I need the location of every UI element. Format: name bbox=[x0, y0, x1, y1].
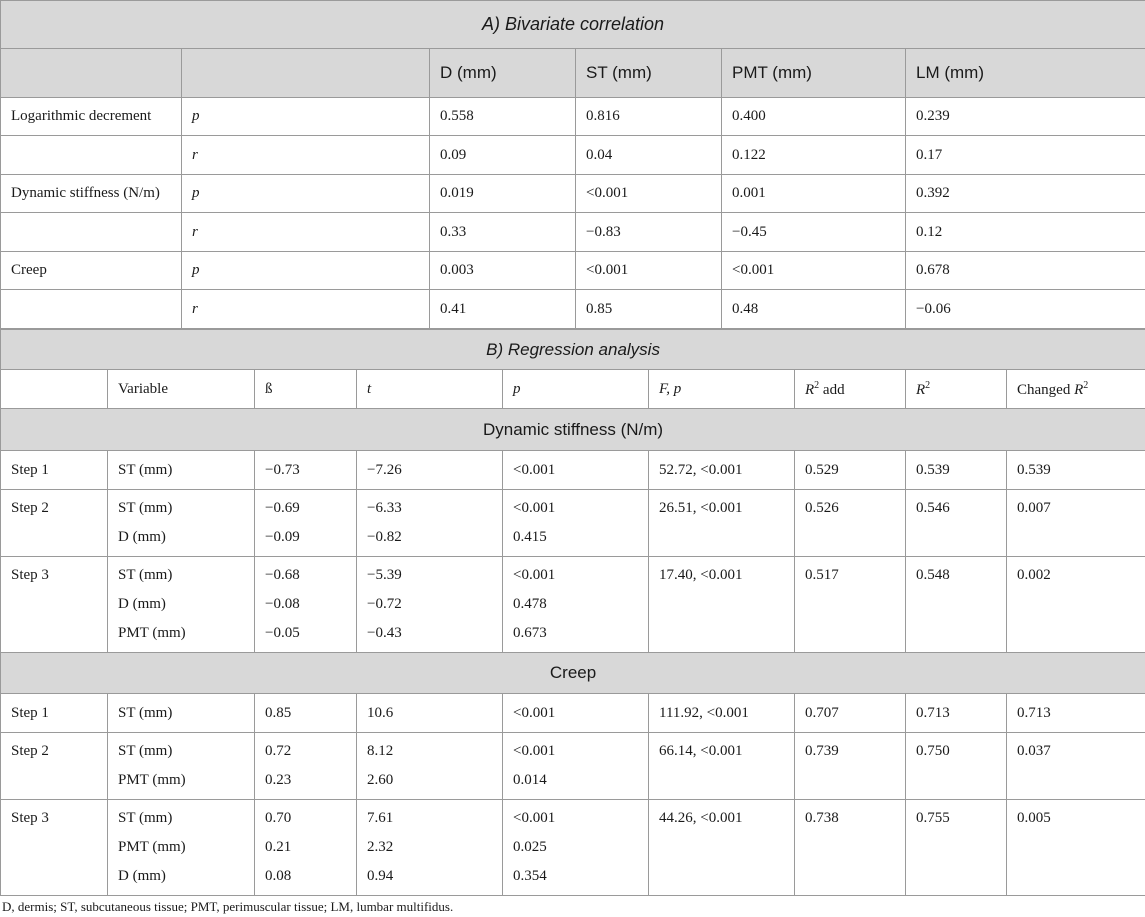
p-value: 0.354 bbox=[513, 868, 547, 884]
t-value: −0.43 bbox=[367, 625, 402, 641]
beta-value: −0.73 bbox=[265, 461, 300, 478]
correlation-value: 0.33 bbox=[430, 213, 576, 252]
regression-analysis-table bbox=[0, 329, 1145, 896]
correlation-value: −0.06 bbox=[906, 290, 1145, 329]
reg-header-t: t bbox=[357, 370, 503, 409]
step-label: Step 2 bbox=[1, 733, 108, 800]
reg-header-changed-r2: Changed $R^2$ bbox=[1007, 370, 1145, 409]
beta-value: 0.72 bbox=[265, 743, 292, 759]
variable-name: D (mm) bbox=[118, 596, 166, 612]
t-value: −7.26 bbox=[367, 461, 402, 478]
variable-name: D (mm) bbox=[118, 529, 166, 545]
p-value: 0.478 bbox=[513, 596, 547, 612]
row-stat: r bbox=[182, 213, 430, 252]
correlation-value: 0.400 bbox=[722, 98, 906, 136]
correlation-value: 0.019 bbox=[430, 175, 576, 213]
p-value: <0.001 bbox=[513, 500, 556, 516]
step-label: Step 1 bbox=[1, 694, 108, 733]
changed-r2-value: 0.005 bbox=[1007, 800, 1145, 896]
f-p-value: 44.26, <0.001 bbox=[649, 800, 795, 896]
variable-name: ST (mm) bbox=[118, 500, 173, 516]
regression-step-row bbox=[1, 451, 1145, 490]
regression-step-row bbox=[1, 733, 1145, 800]
f-p-value: 26.51, <0.001 bbox=[649, 490, 795, 557]
changed-r2-value: 0.007 bbox=[1007, 490, 1145, 557]
step-label: Step 1 bbox=[1, 451, 108, 490]
r2-value: 0.546 bbox=[906, 490, 1007, 557]
p-value: <0.001 bbox=[513, 810, 556, 826]
variable-name: PMT (mm) bbox=[118, 772, 186, 788]
correlation-value: 0.239 bbox=[906, 98, 1145, 136]
row-stat: p bbox=[182, 252, 430, 290]
correlation-value: 0.816 bbox=[576, 98, 722, 136]
p-value: 0.025 bbox=[513, 839, 547, 855]
p-value: <0.001 bbox=[513, 567, 556, 583]
t-value: 2.32 bbox=[367, 839, 394, 855]
r2-add-value: 0.707 bbox=[795, 694, 906, 733]
p-value: 0.014 bbox=[513, 772, 547, 788]
variable-name: ST (mm) bbox=[118, 810, 173, 826]
bivariate-correlation-table bbox=[0, 0, 1145, 329]
correlation-value: 0.558 bbox=[430, 98, 576, 136]
f-p-value: 52.72, <0.001 bbox=[649, 451, 795, 490]
beta-value: 0.85 bbox=[265, 704, 292, 721]
correlation-row bbox=[1, 252, 1145, 290]
r2-value: 0.539 bbox=[906, 451, 1007, 490]
correlation-value: 0.122 bbox=[722, 136, 906, 175]
header-empty-2 bbox=[182, 49, 430, 98]
correlation-value: 0.09 bbox=[430, 136, 576, 175]
variable-name: ST (mm) bbox=[118, 461, 173, 478]
r2-value: 0.755 bbox=[906, 800, 1007, 896]
changed-r2-value: 0.002 bbox=[1007, 557, 1145, 653]
f-p-value: 111.92, <0.001 bbox=[649, 694, 795, 733]
beta-value: 0.23 bbox=[265, 772, 292, 788]
r2-add-value: 0.517 bbox=[795, 557, 906, 653]
col-header-lm: LM (mm) bbox=[906, 49, 1145, 98]
p-value: <0.001 bbox=[513, 743, 556, 759]
reg-header-r2add: $R^2$ add bbox=[795, 370, 906, 409]
correlation-value: 0.12 bbox=[906, 213, 1145, 252]
beta-value: −0.09 bbox=[265, 529, 300, 545]
t-value: 7.61 bbox=[367, 810, 394, 826]
bivariate-title: A) Bivariate correlation bbox=[1, 1, 1145, 49]
row-label: Dynamic stiffness (N/m) bbox=[1, 175, 182, 213]
step-label: Step 3 bbox=[1, 557, 108, 653]
beta-value: −0.08 bbox=[265, 596, 300, 612]
group-title: Creep bbox=[1, 653, 1145, 694]
t-value: 10.6 bbox=[367, 704, 394, 721]
correlation-row bbox=[1, 136, 1145, 175]
correlation-value: <0.001 bbox=[576, 252, 722, 290]
row-label bbox=[1, 290, 182, 329]
t-value: −6.33 bbox=[367, 500, 402, 516]
correlation-value: 0.85 bbox=[576, 290, 722, 329]
t-value: −5.39 bbox=[367, 567, 402, 583]
t-value: −0.72 bbox=[367, 596, 402, 612]
variable-name: PMT (mm) bbox=[118, 839, 186, 855]
correlation-value: 0.003 bbox=[430, 252, 576, 290]
variable-name: D (mm) bbox=[118, 868, 166, 884]
r2-add-value: 0.738 bbox=[795, 800, 906, 896]
reg-header-beta: ß bbox=[255, 370, 357, 409]
step-label: Step 3 bbox=[1, 800, 108, 896]
reg-header-fp: F, p bbox=[649, 370, 795, 409]
r2-add-value: 0.526 bbox=[795, 490, 906, 557]
variable-name: ST (mm) bbox=[118, 567, 173, 583]
r2-value: 0.713 bbox=[906, 694, 1007, 733]
variable-name: ST (mm) bbox=[118, 743, 173, 759]
group-title: Dynamic stiffness (N/m) bbox=[1, 409, 1145, 451]
f-p-value: 17.40, <0.001 bbox=[649, 557, 795, 653]
f-p-value: 66.14, <0.001 bbox=[649, 733, 795, 800]
t-value: 2.60 bbox=[367, 772, 394, 788]
row-stat: p bbox=[182, 98, 430, 136]
t-value: 8.12 bbox=[367, 743, 394, 759]
correlation-value: <0.001 bbox=[722, 252, 906, 290]
changed-r2-value: 0.539 bbox=[1007, 451, 1145, 490]
step-label: Step 2 bbox=[1, 490, 108, 557]
beta-value: 0.08 bbox=[265, 868, 292, 884]
correlation-value: 0.678 bbox=[906, 252, 1145, 290]
beta-value: −0.05 bbox=[265, 625, 300, 641]
header-empty-1 bbox=[1, 49, 182, 98]
row-stat: p bbox=[182, 175, 430, 213]
t-value: −0.82 bbox=[367, 529, 402, 545]
correlation-row bbox=[1, 175, 1145, 213]
r2-add-value: 0.739 bbox=[795, 733, 906, 800]
correlation-row bbox=[1, 98, 1145, 136]
correlation-value: −0.45 bbox=[722, 213, 906, 252]
r2-value: 0.548 bbox=[906, 557, 1007, 653]
col-header-pmt: PMT (mm) bbox=[722, 49, 906, 98]
row-label bbox=[1, 136, 182, 175]
correlation-value: 0.04 bbox=[576, 136, 722, 175]
correlation-value: 0.001 bbox=[722, 175, 906, 213]
table-footnote: D, dermis; ST, subcutaneous tissue; PMT, perimuscular tissue; LM, lumbar multifidus. bbox=[2, 899, 454, 914]
regression-step-row bbox=[1, 800, 1145, 896]
correlation-row bbox=[1, 213, 1145, 252]
regression-step-row bbox=[1, 694, 1145, 733]
regression-step-row bbox=[1, 557, 1145, 653]
p-value: <0.001 bbox=[513, 704, 556, 721]
regression-title: B) Regression analysis bbox=[1, 330, 1145, 370]
p-value: 0.415 bbox=[513, 529, 547, 545]
correlation-value: −0.83 bbox=[576, 213, 722, 252]
regression-step-row bbox=[1, 490, 1145, 557]
beta-value: 0.21 bbox=[265, 839, 292, 855]
beta-value: −0.68 bbox=[265, 567, 300, 583]
reg-header-variable: Variable bbox=[108, 370, 255, 409]
row-stat: r bbox=[182, 136, 430, 175]
row-label: Creep bbox=[1, 252, 182, 290]
col-header-d: D (mm) bbox=[430, 49, 576, 98]
t-value: 0.94 bbox=[367, 868, 394, 884]
variable-name: PMT (mm) bbox=[118, 625, 186, 641]
changed-r2-value: 0.713 bbox=[1007, 694, 1145, 733]
correlation-value: 0.41 bbox=[430, 290, 576, 329]
p-value: <0.001 bbox=[513, 461, 556, 478]
row-label bbox=[1, 213, 182, 252]
col-header-st: ST (mm) bbox=[576, 49, 722, 98]
row-label: Logarithmic decrement bbox=[1, 98, 182, 136]
correlation-value: 0.392 bbox=[906, 175, 1145, 213]
beta-value: 0.70 bbox=[265, 810, 292, 826]
correlation-value: <0.001 bbox=[576, 175, 722, 213]
reg-header-empty bbox=[1, 370, 108, 409]
beta-value: −0.69 bbox=[265, 500, 300, 516]
p-value: 0.673 bbox=[513, 625, 547, 641]
correlation-value: 0.17 bbox=[906, 136, 1145, 175]
reg-header-r2: $R^2$ bbox=[906, 370, 1007, 409]
correlation-row bbox=[1, 290, 1145, 329]
changed-r2-value: 0.037 bbox=[1007, 733, 1145, 800]
r2-add-value: 0.529 bbox=[795, 451, 906, 490]
row-stat: r bbox=[182, 290, 430, 329]
correlation-value: 0.48 bbox=[722, 290, 906, 329]
variable-name: ST (mm) bbox=[118, 704, 173, 721]
reg-header-p: p bbox=[503, 370, 649, 409]
r2-value: 0.750 bbox=[906, 733, 1007, 800]
